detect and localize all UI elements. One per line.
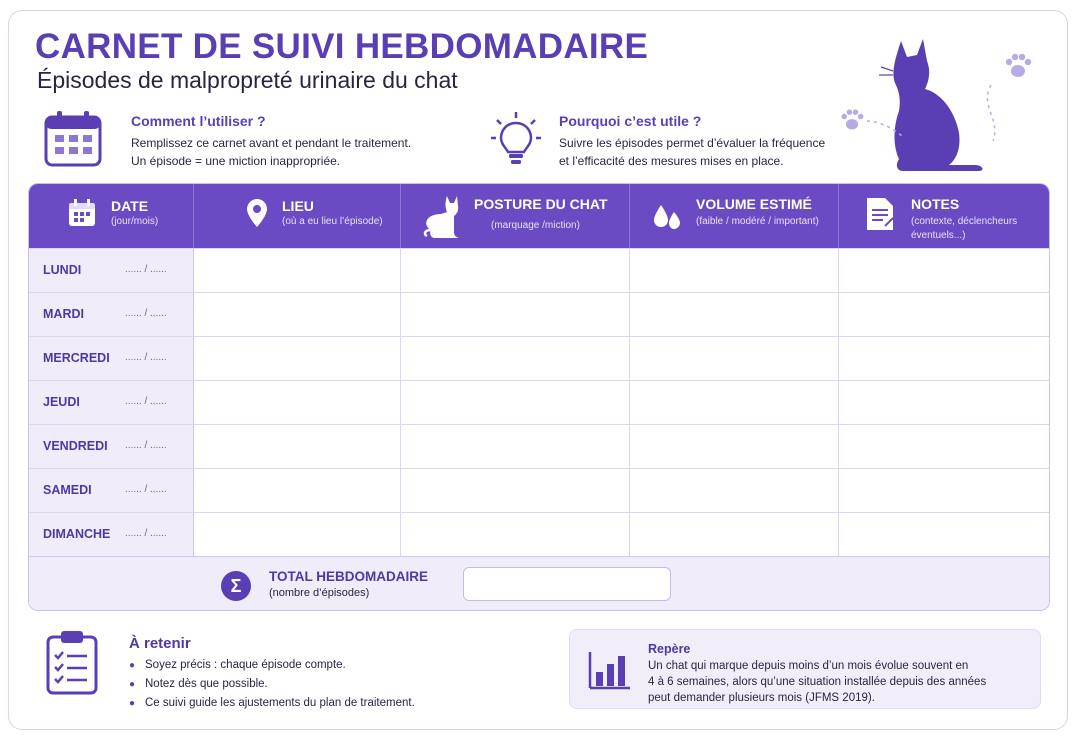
retenir-item: [129, 659, 346, 671]
volume-cell[interactable]: [630, 513, 839, 556]
table-row: [29, 248, 1049, 292]
posture-cell[interactable]: [401, 337, 630, 380]
posture-cell[interactable]: [401, 249, 630, 292]
day-name: SAMEDI: [43, 483, 92, 497]
retenir-heading: À retenir: [129, 635, 191, 652]
volume-cell[interactable]: [630, 381, 839, 424]
clipboard-checklist-icon: [45, 629, 99, 700]
volume-cell[interactable]: [630, 249, 839, 292]
day-name: JEUDI: [43, 395, 80, 409]
table-row: [29, 468, 1049, 512]
table-row: [29, 424, 1049, 468]
posture-cell[interactable]: [401, 425, 630, 468]
how-to-section: [131, 113, 411, 170]
page-subtitle: Épisodes de malpropreté urinaire du chat: [37, 67, 458, 93]
day-name: LUNDI: [43, 263, 82, 277]
posture-cell[interactable]: [401, 469, 630, 512]
drops-icon: [652, 202, 682, 237]
table-row: [29, 292, 1049, 336]
paw-bullet-icon: ●: [129, 679, 136, 690]
date-blank[interactable]: ...... / ......: [125, 352, 167, 363]
day-name: VENDREDI: [43, 439, 108, 453]
lightbulb-icon: [491, 111, 541, 172]
weekly-log-table: [28, 183, 1050, 611]
volume-cell[interactable]: [630, 293, 839, 336]
date-blank[interactable]: ...... / ......: [125, 264, 167, 275]
retenir-item: [129, 697, 415, 709]
paw-bullet-icon: ●: [129, 698, 136, 709]
notes-cell[interactable]: [839, 337, 1050, 380]
why-line: et l’efficacité des mesures mises en place.: [559, 154, 784, 168]
total-episodes-field[interactable]: [463, 567, 671, 601]
why-line: Suivre les épisodes permet d’évaluer la fréquence: [559, 136, 826, 150]
repere-heading: Repère: [648, 642, 691, 656]
lieu-cell[interactable]: [194, 425, 401, 468]
day-name: MARDI: [43, 307, 84, 321]
column-header-lieu: [194, 184, 401, 248]
paw-print-icon: [839, 107, 865, 138]
day-cell: [29, 337, 194, 380]
page-title: CARNET DE SUIVI HEBDOMADAIRE: [35, 27, 649, 66]
paw-bullet-icon: ●: [129, 660, 136, 671]
total-sublabel: (nombre d’épisodes): [269, 587, 370, 599]
volume-cell[interactable]: [630, 469, 839, 512]
column-sublabel: éventuels...): [911, 230, 966, 241]
bar-chart-icon: [588, 650, 632, 695]
table-row: [29, 512, 1049, 556]
table-row: [29, 380, 1049, 424]
column-label: POSTURE DU CHAT: [474, 196, 608, 212]
table-row: [29, 336, 1049, 380]
calendar-icon: [43, 109, 103, 174]
day-cell: [29, 381, 194, 424]
retenir-item-text: Ce suivi guide les ajustements du plan de traitement.: [145, 697, 415, 709]
lieu-cell[interactable]: [194, 293, 401, 336]
dotted-trail: [867, 75, 1007, 151]
notes-cell[interactable]: [839, 513, 1050, 556]
notes-cell[interactable]: [839, 249, 1050, 292]
day-cell: [29, 249, 194, 292]
total-label: TOTAL HEBDOMADAIRE: [269, 569, 429, 584]
why-section: [559, 113, 825, 170]
column-header-posture: [401, 184, 630, 248]
column-sublabel: (jour/mois): [111, 216, 159, 227]
day-name: DIMANCHE: [43, 527, 111, 541]
notes-icon: [863, 196, 897, 237]
why-heading: Pourquoi c’est utile ?: [559, 113, 702, 129]
posture-cell[interactable]: [401, 293, 630, 336]
location-pin-icon: [246, 198, 268, 233]
column-label: DATE: [111, 198, 149, 214]
column-label: LIEU: [282, 198, 314, 214]
column-header-volume: [630, 184, 839, 248]
lieu-cell[interactable]: [194, 513, 401, 556]
date-blank[interactable]: ...... / ......: [125, 308, 167, 319]
notes-cell[interactable]: [839, 469, 1050, 512]
weekly-total-bar: [29, 556, 1049, 611]
column-sublabel: (où a eu lieu l’épisode): [282, 216, 383, 227]
column-header-notes: [839, 184, 1050, 248]
day-cell: [29, 293, 194, 336]
lieu-cell[interactable]: [194, 469, 401, 512]
paw-print-icon: [1003, 51, 1033, 86]
column-sublabel: (contexte, déclencheurs: [911, 216, 1018, 227]
column-label: VOLUME ESTIMÉ: [696, 196, 812, 212]
repere-line: 4 à 6 semaines, alors qu’une situation installée depuis des années: [648, 676, 987, 688]
notes-cell[interactable]: [839, 293, 1050, 336]
posture-cell[interactable]: [401, 381, 630, 424]
day-cell: [29, 425, 194, 468]
date-blank[interactable]: ...... / ......: [125, 396, 167, 407]
retenir-item-text: Notez dès que possible.: [145, 678, 268, 690]
volume-cell[interactable]: [630, 425, 839, 468]
sigma-icon: Σ: [221, 571, 251, 601]
retenir-item-text: Soyez précis : chaque épisode compte.: [145, 659, 346, 671]
how-to-heading: Comment l’utiliser ?: [131, 113, 266, 129]
logbook-page: [8, 10, 1068, 730]
date-blank[interactable]: ...... / ......: [125, 528, 167, 539]
calendar-icon: [67, 198, 97, 233]
column-label: NOTES: [911, 196, 960, 212]
day-name: MERCREDI: [43, 351, 110, 365]
posture-cell[interactable]: [401, 513, 630, 556]
day-cell: [29, 469, 194, 512]
retenir-item: [129, 678, 268, 690]
lieu-cell[interactable]: [194, 249, 401, 292]
cat-icon: [423, 194, 463, 245]
how-to-line: Un épisode = une miction inappropriée.: [131, 154, 341, 168]
repere-box: [569, 629, 1041, 709]
table-header: [29, 184, 1049, 248]
lieu-cell[interactable]: [194, 337, 401, 380]
column-sublabel: (marquage /miction): [491, 220, 580, 231]
column-sublabel: (faible / modéré / important): [696, 216, 819, 227]
notes-cell[interactable]: [839, 425, 1050, 468]
date-blank[interactable]: ...... / ......: [125, 440, 167, 451]
column-header-date: [29, 184, 194, 248]
repere-line: peut demander plusieurs mois (JFMS 2019).: [648, 692, 875, 704]
how-to-line: Remplissez ce carnet avant et pendant le traitement.: [131, 136, 412, 150]
date-blank[interactable]: ...... / ......: [125, 484, 167, 495]
notes-cell[interactable]: [839, 381, 1050, 424]
day-cell: [29, 513, 194, 556]
volume-cell[interactable]: [630, 337, 839, 380]
lieu-cell[interactable]: [194, 381, 401, 424]
repere-line: Un chat qui marque depuis moins d’un mois évolue souvent en: [648, 660, 969, 672]
